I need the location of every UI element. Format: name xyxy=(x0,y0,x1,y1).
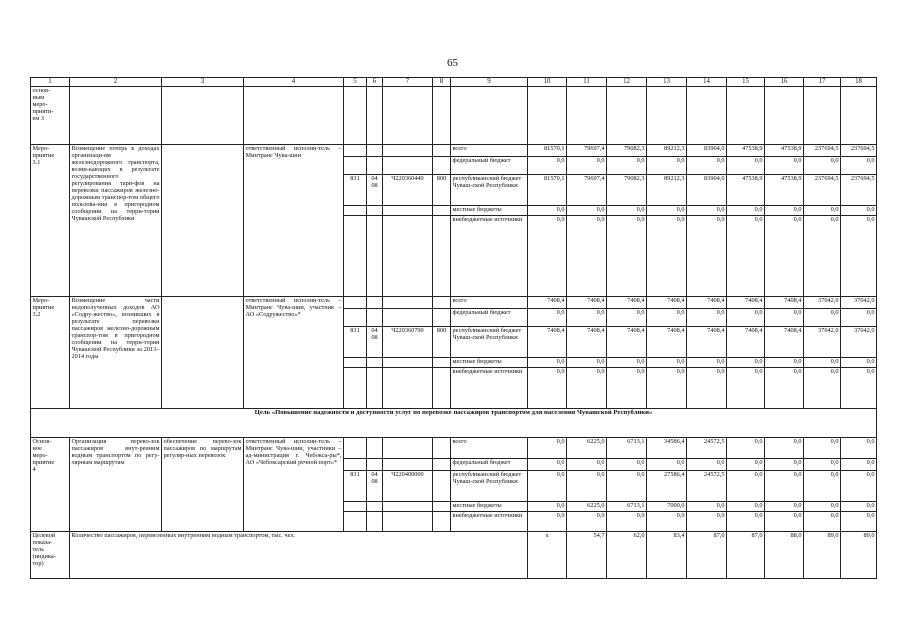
amount-cell: 7000,0 xyxy=(647,502,687,512)
amount-cell: 0,0 xyxy=(647,157,687,175)
col-header-16: 16 xyxy=(765,78,804,87)
funding-source-cell: федеральный бюджет xyxy=(451,459,528,471)
col-header-10: 10 xyxy=(528,78,567,87)
amount-cell: 0,0 xyxy=(607,512,647,532)
section-code-cell: 04 08 xyxy=(367,327,383,358)
amount-cell: 0,0 xyxy=(687,502,727,512)
amount-cell: 7408,4 xyxy=(687,327,727,358)
amount-cell: 0,0 xyxy=(765,471,804,502)
responsible-cell: ответственный исполни-тель – Минтранс Чува-шии, участник – АО «Содружество»* xyxy=(244,297,344,409)
indicator-row xyxy=(31,532,877,579)
amount-cell: 0,0 xyxy=(528,512,567,532)
expected-result-cell xyxy=(162,297,244,409)
amount-cell: 0,0 xyxy=(528,502,567,512)
funding-source-cell: всего xyxy=(451,438,528,459)
col-header-18: 18 xyxy=(841,78,877,87)
grbs-code-cell: 831 xyxy=(344,175,367,206)
col-header-5: 5 xyxy=(344,78,367,87)
page-number: 65 xyxy=(447,57,458,69)
amount-cell: 7408,4 xyxy=(647,297,687,309)
amount-cell: 37042,0 xyxy=(804,327,841,358)
funding-source-cell: республиканский бюджет Чуваш-ской Республики xyxy=(451,175,528,206)
amount-cell: 0,0 xyxy=(647,368,687,409)
header-row xyxy=(31,78,877,87)
amount-cell: 0,0 xyxy=(727,459,765,471)
empty-cell xyxy=(567,87,607,145)
amount-cell: 0,0 xyxy=(607,358,647,368)
expense-type-cell xyxy=(433,438,451,459)
amount-cell: 0,0 xyxy=(687,309,727,327)
amount-cell: 7408,4 xyxy=(607,327,647,358)
target-article-cell xyxy=(383,438,433,459)
indicator-value-cell: 87,0 xyxy=(727,532,765,579)
table-row xyxy=(31,297,877,309)
amount-cell: 7408,4 xyxy=(567,327,607,358)
amount-cell: 47538,9 xyxy=(765,145,804,157)
amount-cell: 0,0 xyxy=(765,502,804,512)
activity-name-cell: Возмещение части недополученных доходов АО «Содру-жество», возникших в результате перевозки пассажиров железно-дорожным транспор-том в пригородном сообщении на терри-тории Чувашской Республики за 2013–2014 годы xyxy=(70,297,162,409)
amount-cell: 37042,0 xyxy=(841,297,877,309)
section-code-cell xyxy=(367,297,383,309)
amount-cell: 0,0 xyxy=(727,358,765,368)
amount-cell: 0,0 xyxy=(647,459,687,471)
col-header-14: 14 xyxy=(687,78,727,87)
amount-cell: 7408,4 xyxy=(727,297,765,309)
expense-type-cell xyxy=(433,459,451,471)
amount-cell: 0,0 xyxy=(647,358,687,368)
funding-source-cell: местные бюджеты xyxy=(451,502,528,512)
target-article-cell: Ч220360790 xyxy=(383,327,433,358)
amount-cell: 83904,0 xyxy=(687,175,727,206)
amount-cell: 0,0 xyxy=(841,512,877,532)
col-header-13: 13 xyxy=(647,78,687,87)
amount-cell: 0,0 xyxy=(841,471,877,502)
amount-cell: 0,0 xyxy=(727,309,765,327)
amount-cell: 0,0 xyxy=(804,309,841,327)
col-header-9: 9 xyxy=(451,78,528,87)
amount-cell: 0,0 xyxy=(765,368,804,409)
empty-cell xyxy=(451,87,528,145)
empty-cell xyxy=(727,87,765,145)
amount-cell: 0,0 xyxy=(607,157,647,175)
amount-cell: 0,0 xyxy=(841,157,877,175)
amount-cell: 79697,4 xyxy=(567,145,607,157)
activity-code-cell: основ- ным меро- прияти- ем 3 xyxy=(31,87,70,145)
amount-cell: 0,0 xyxy=(607,459,647,471)
section-code-cell xyxy=(367,368,383,409)
amount-cell: 0,0 xyxy=(567,459,607,471)
grbs-code-cell xyxy=(344,358,367,368)
program-table xyxy=(30,77,877,579)
amount-cell: 79697,4 xyxy=(567,175,607,206)
col-header-1: 1 xyxy=(31,78,70,87)
amount-cell: 6713,1 xyxy=(607,438,647,459)
amount-cell: 0,0 xyxy=(841,358,877,368)
col-header-6: 6 xyxy=(367,78,383,87)
amount-cell: 79082,3 xyxy=(607,145,647,157)
empty-cell xyxy=(647,87,687,145)
col-header-3: 3 xyxy=(162,78,244,87)
funding-source-cell: всего xyxy=(451,145,528,157)
amount-cell: 237694,5 xyxy=(804,175,841,206)
expense-type-cell: 800 xyxy=(433,175,451,206)
expense-type-cell xyxy=(433,512,451,532)
amount-cell: 0,0 xyxy=(841,368,877,409)
amount-cell: 0,0 xyxy=(727,438,765,459)
activity-code-cell: Меро- приятие 3.2 xyxy=(31,297,70,409)
grbs-code-cell xyxy=(344,216,367,297)
amount-cell: 0,0 xyxy=(765,358,804,368)
amount-cell: 0,0 xyxy=(727,502,765,512)
target-article-cell: Ч220400000 xyxy=(383,471,433,502)
amount-cell: 37042,0 xyxy=(841,327,877,358)
target-article-cell xyxy=(383,502,433,512)
grbs-code-cell xyxy=(344,512,367,532)
expense-type-cell xyxy=(433,297,451,309)
indicator-value-cell: 83,4 xyxy=(647,532,687,579)
amount-cell: 7408,4 xyxy=(727,327,765,358)
section-code-cell xyxy=(367,216,383,297)
amount-cell: 37042,0 xyxy=(804,297,841,309)
empty-cell xyxy=(841,87,877,145)
empty-cell xyxy=(344,87,367,145)
expense-type-cell xyxy=(433,309,451,327)
funding-source-cell: всего xyxy=(451,297,528,309)
empty-cell xyxy=(70,87,162,145)
empty-cell xyxy=(765,87,804,145)
activity-name-cell: Возмещение потерь в доходах организаци-ям железнодорожного транспорта, возни-кающих в результате государственного регулирования тари-фов на перевозки пассажиров железно-дорожным транспор-том общего пользова-ния в пригородном сообщении на терри-тории Чувашской Республики xyxy=(70,145,162,297)
funding-source-cell: внебюджетные источники xyxy=(451,368,528,409)
amount-cell: 47538,9 xyxy=(765,175,804,206)
responsible-cell: ответственный исполни-тель – Минтранс Чува-шии xyxy=(244,145,344,297)
section-code-cell xyxy=(367,512,383,532)
section-code-cell: 04 08 xyxy=(367,471,383,502)
amount-cell: 0,0 xyxy=(528,358,567,368)
amount-cell: 0,0 xyxy=(841,502,877,512)
amount-cell: 0,0 xyxy=(804,157,841,175)
amount-cell: 0,0 xyxy=(607,206,647,216)
section-code-cell xyxy=(367,358,383,368)
amount-cell: 0,0 xyxy=(765,206,804,216)
amount-cell: 0,0 xyxy=(567,368,607,409)
amount-cell: 0,0 xyxy=(647,206,687,216)
expense-type-cell xyxy=(433,471,451,502)
col-header-11: 11 xyxy=(567,78,607,87)
amount-cell: 7408,4 xyxy=(647,327,687,358)
funding-source-cell: внебюджетные источники xyxy=(451,512,528,532)
indicator-value-cell: 88,0 xyxy=(765,532,804,579)
amount-cell: 0,0 xyxy=(765,216,804,297)
section-code-cell: 04 08 xyxy=(367,175,383,206)
target-article-cell xyxy=(383,309,433,327)
col-header-7: 7 xyxy=(383,78,433,87)
amount-cell: 237694,5 xyxy=(841,145,877,157)
amount-cell: 0,0 xyxy=(647,309,687,327)
amount-cell: 0,0 xyxy=(841,206,877,216)
amount-cell: 89212,3 xyxy=(647,145,687,157)
amount-cell: 0,0 xyxy=(528,459,567,471)
grbs-code-cell xyxy=(344,368,367,409)
amount-cell: 0,0 xyxy=(727,471,765,502)
target-article-cell xyxy=(383,216,433,297)
amount-cell: 24572,5 xyxy=(687,471,727,502)
amount-cell: 0,0 xyxy=(687,368,727,409)
section-code-cell xyxy=(367,145,383,157)
empty-cell xyxy=(162,87,244,145)
funding-source-cell: республиканский бюджет Чуваш-ской Республики xyxy=(451,471,528,502)
amount-cell: 0,0 xyxy=(528,157,567,175)
amount-cell: 0,0 xyxy=(567,206,607,216)
amount-cell: 0,0 xyxy=(841,309,877,327)
section-code-cell xyxy=(367,206,383,216)
amount-cell: 0,0 xyxy=(765,459,804,471)
col-header-12: 12 xyxy=(607,78,647,87)
amount-cell: 0,0 xyxy=(687,157,727,175)
empty-cell xyxy=(367,87,383,145)
grbs-code-cell: 831 xyxy=(344,327,367,358)
amount-cell: 7408,4 xyxy=(765,327,804,358)
target-article-cell xyxy=(383,512,433,532)
expected-result-cell xyxy=(162,145,244,297)
amount-cell: 34586,4 xyxy=(647,438,687,459)
amount-cell: 0,0 xyxy=(841,216,877,297)
amount-cell: 27586,4 xyxy=(647,471,687,502)
amount-cell: 0,0 xyxy=(567,512,607,532)
amount-cell: 0,0 xyxy=(567,471,607,502)
amount-cell: 0,0 xyxy=(687,358,727,368)
amount-cell: 0,0 xyxy=(841,459,877,471)
table-row xyxy=(31,145,877,157)
activity-code-cell: Меро- приятие 3.1 xyxy=(31,145,70,297)
empty-cell xyxy=(383,87,433,145)
grbs-code-cell xyxy=(344,145,367,157)
target-article-cell xyxy=(383,157,433,175)
indicator-value-cell: x xyxy=(528,532,567,579)
amount-cell: 0,0 xyxy=(727,512,765,532)
section-code-cell xyxy=(367,309,383,327)
amount-cell: 6225,0 xyxy=(567,438,607,459)
amount-cell: 0,0 xyxy=(804,206,841,216)
grbs-code-cell xyxy=(344,309,367,327)
indicator-value-cell: 62,0 xyxy=(607,532,647,579)
col-header-2: 2 xyxy=(70,78,162,87)
amount-cell: 0,0 xyxy=(567,358,607,368)
amount-cell: 47538,9 xyxy=(727,175,765,206)
amount-cell: 7408,4 xyxy=(687,297,727,309)
target-article-cell xyxy=(383,368,433,409)
amount-cell: 24572,5 xyxy=(687,438,727,459)
amount-cell: 0,0 xyxy=(765,438,804,459)
amount-cell: 0,0 xyxy=(687,459,727,471)
amount-cell: 7408,4 xyxy=(765,297,804,309)
amount-cell: 0,0 xyxy=(607,368,647,409)
funding-source-cell: местные бюджеты xyxy=(451,206,528,216)
goal-text: Цель «Повышение надежности и доступности услуг по перевозке пассажиров транспортом для населения Чувашской Республики» xyxy=(31,409,877,438)
funding-source-cell: внебюджетные источники xyxy=(451,216,528,297)
section-code-cell xyxy=(367,438,383,459)
expense-type-cell xyxy=(433,157,451,175)
expected-result-cell: обеспечение перево-зок пассажиров по маршрутам регуляр-ных перевозок xyxy=(162,438,244,532)
empty-cell xyxy=(528,87,567,145)
target-article-cell xyxy=(383,297,433,309)
amount-cell: 0,0 xyxy=(765,309,804,327)
responsible-cell: ответственный исполни-тель – Минтранс Чува-шии, участники – ад-министрация г. Чебокса-ры*, АО «Чебоксарский речной порт»* xyxy=(244,438,344,532)
indicator-value-cell: 89,0 xyxy=(841,532,877,579)
empty-cell xyxy=(244,87,344,145)
amount-cell: 0,0 xyxy=(607,309,647,327)
amount-cell: 7408,4 xyxy=(528,327,567,358)
target-article-cell xyxy=(383,145,433,157)
indicator-value-cell: 54,7 xyxy=(567,532,607,579)
amount-cell: 7408,4 xyxy=(607,297,647,309)
target-article-cell xyxy=(383,358,433,368)
indicator-label-cell: Целевой показа- тель (индика- тор) xyxy=(31,532,70,579)
amount-cell: 0,0 xyxy=(528,206,567,216)
funding-source-cell: республиканский бюджет Чуваш-ской Республики xyxy=(451,327,528,358)
col-header-4: 4 xyxy=(244,78,344,87)
expense-type-cell xyxy=(433,502,451,512)
amount-cell: 6225,0 xyxy=(567,502,607,512)
funding-source-cell: местные бюджеты xyxy=(451,358,528,368)
amount-cell: 0,0 xyxy=(727,157,765,175)
target-article-cell xyxy=(383,459,433,471)
amount-cell: 0,0 xyxy=(528,368,567,409)
section-code-cell xyxy=(367,459,383,471)
amount-cell: 0,0 xyxy=(528,309,567,327)
amount-cell: 0,0 xyxy=(528,438,567,459)
expense-type-cell: 800 xyxy=(433,327,451,358)
section-code-cell xyxy=(367,157,383,175)
amount-cell: 0,0 xyxy=(607,216,647,297)
empty-cell xyxy=(687,87,727,145)
indicator-name-cell: Количество пассажиров, перевезенных внутренним водным транспортом, тыс. чел. xyxy=(70,532,528,579)
grbs-code-cell xyxy=(344,459,367,471)
empty-cell xyxy=(804,87,841,145)
amount-cell: 0,0 xyxy=(567,216,607,297)
amount-cell: 0,0 xyxy=(804,438,841,459)
amount-cell: 0,0 xyxy=(804,471,841,502)
goal-row xyxy=(31,409,877,438)
amount-cell: 0,0 xyxy=(727,206,765,216)
funding-source-cell: федеральный бюджет xyxy=(451,309,528,327)
amount-cell: 7408,4 xyxy=(567,297,607,309)
amount-cell: 0,0 xyxy=(841,438,877,459)
amount-cell: 0,0 xyxy=(528,471,567,502)
empty-cell xyxy=(433,87,451,145)
amount-cell: 0,0 xyxy=(528,216,567,297)
expense-type-cell xyxy=(433,145,451,157)
activity-name-cell: Организация перево-зок пассажиров внут-ренним водным транспортом по регу-лярным маршрутам xyxy=(70,438,162,532)
grbs-code-cell xyxy=(344,157,367,175)
amount-cell: 0,0 xyxy=(765,512,804,532)
empty-cell xyxy=(607,87,647,145)
target-article-cell xyxy=(383,206,433,216)
indicator-value-cell: 89,0 xyxy=(804,532,841,579)
activity-code-cell: Основ- ное меро- приятие 4 xyxy=(31,438,70,532)
grbs-code-cell xyxy=(344,206,367,216)
amount-cell: 81570,1 xyxy=(528,175,567,206)
amount-cell: 89212,3 xyxy=(647,175,687,206)
amount-cell: 0,0 xyxy=(804,368,841,409)
amount-cell: 0,0 xyxy=(804,216,841,297)
amount-cell: 0,0 xyxy=(804,459,841,471)
col-header-8: 8 xyxy=(433,78,451,87)
col-header-15: 15 xyxy=(727,78,765,87)
amount-cell: 81570,1 xyxy=(528,145,567,157)
amount-cell: 0,0 xyxy=(687,216,727,297)
expense-type-cell xyxy=(433,216,451,297)
grbs-code-cell xyxy=(344,438,367,459)
section-code-cell xyxy=(367,502,383,512)
amount-cell: 237694,5 xyxy=(841,175,877,206)
expense-type-cell xyxy=(433,368,451,409)
amount-cell: 0,0 xyxy=(647,216,687,297)
amount-cell: 6713,1 xyxy=(607,502,647,512)
expense-type-cell xyxy=(433,206,451,216)
amount-cell: 0,0 xyxy=(687,206,727,216)
amount-cell: 0,0 xyxy=(765,157,804,175)
target-article-cell: Ч220360440 xyxy=(383,175,433,206)
amount-cell: 0,0 xyxy=(727,368,765,409)
amount-cell: 79082,3 xyxy=(607,175,647,206)
indicator-value-cell: 87,0 xyxy=(687,532,727,579)
grbs-code-cell: 831 xyxy=(344,471,367,502)
amount-cell: 0,0 xyxy=(804,512,841,532)
table-row xyxy=(31,438,877,459)
amount-cell: 0,0 xyxy=(804,358,841,368)
amount-cell: 0,0 xyxy=(567,309,607,327)
grbs-code-cell xyxy=(344,297,367,309)
continuation-row xyxy=(31,87,877,145)
col-header-17: 17 xyxy=(804,78,841,87)
funding-source-cell: федеральный бюджет xyxy=(451,157,528,175)
amount-cell: 0,0 xyxy=(727,216,765,297)
amount-cell: 237694,5 xyxy=(804,145,841,157)
amount-cell: 0,0 xyxy=(647,512,687,532)
amount-cell: 47538,9 xyxy=(727,145,765,157)
amount-cell: 7408,4 xyxy=(528,297,567,309)
amount-cell: 0,0 xyxy=(607,471,647,502)
amount-cell: 83904,0 xyxy=(687,145,727,157)
grbs-code-cell xyxy=(344,502,367,512)
expense-type-cell xyxy=(433,358,451,368)
amount-cell: 0,0 xyxy=(804,502,841,512)
amount-cell: 0,0 xyxy=(567,157,607,175)
amount-cell: 0,0 xyxy=(687,512,727,532)
